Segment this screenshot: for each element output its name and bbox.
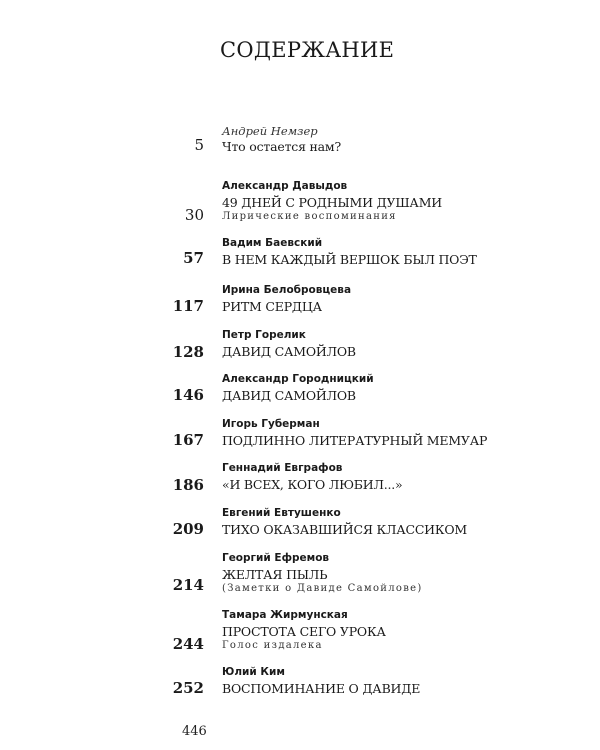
entry-title: В НЕМ КАЖДЫЙ ВЕРШОК БЫЛ ПОЭТ bbox=[222, 252, 477, 267]
entry-author: Петр Горелик bbox=[222, 329, 306, 341]
entry-page-number: 167 bbox=[172, 431, 204, 449]
entry-page-number: 30 bbox=[184, 206, 204, 224]
entry-title: РИТМ СЕРДЦА bbox=[222, 299, 322, 314]
entry-author: Александр Городницкий bbox=[222, 373, 374, 385]
entry-subtitle: (Заметки о Давиде Самойлове) bbox=[222, 583, 423, 594]
entry-title: ТИХО ОКАЗАВШИЙСЯ КЛАССИКОМ bbox=[222, 522, 468, 537]
entry-title: ПОДЛИННО ЛИТЕРАТУРНЫЙ МЕМУАР bbox=[222, 433, 488, 448]
entry-author: Юлий Ким bbox=[222, 666, 285, 678]
entry-page-number: 209 bbox=[172, 520, 204, 538]
entry-page-number: 244 bbox=[172, 635, 204, 653]
entry-author: Вадим Баевский bbox=[222, 237, 323, 249]
entry-page-number: 146 bbox=[172, 386, 204, 404]
entry-page-number: 57 bbox=[183, 249, 204, 267]
entry-title: ДАВИД САМОЙЛОВ bbox=[222, 388, 356, 403]
entry-title: ЖЕЛТАЯ ПЫЛЬ bbox=[222, 567, 328, 582]
entry-author: Игорь Губерман bbox=[222, 418, 320, 430]
entry-page-number: 214 bbox=[172, 576, 204, 594]
entry-author: Евгений Евтушенко bbox=[222, 507, 341, 519]
page-title: СОДЕРЖАНИЕ bbox=[220, 38, 395, 62]
entry-title: Что остается нам? bbox=[222, 139, 341, 154]
entry-subtitle: Лирические воспоминания bbox=[222, 211, 397, 222]
entry-subtitle: Голос издалека bbox=[222, 640, 323, 651]
entry-page-number: 128 bbox=[172, 343, 204, 361]
entry-author: Ирина Белобровцева bbox=[222, 284, 352, 296]
entry-author: Александр Давыдов bbox=[222, 180, 348, 192]
entry-title: ВОСПОМИНАНИЕ О ДАВИДЕ bbox=[222, 681, 421, 696]
entry-author: Андрей Немзер bbox=[222, 124, 318, 138]
entry-page-number: 5 bbox=[194, 136, 204, 154]
entry-page-number: 186 bbox=[172, 476, 204, 494]
entry-author: Георгий Ефремов bbox=[222, 552, 330, 564]
entry-title: «И ВСЕХ, КОГО ЛЮБИЛ...» bbox=[222, 477, 403, 492]
entry-page-number: 117 bbox=[172, 297, 204, 315]
entry-author: Геннадий Евграфов bbox=[222, 462, 343, 474]
entry-title: ДАВИД САМОЙЛОВ bbox=[222, 344, 356, 359]
entry-page-number: 252 bbox=[172, 679, 204, 697]
entry-title: ПРОСТОТА СЕГО УРОКА bbox=[222, 624, 386, 639]
entry-author: Тамара Жирмунская bbox=[222, 609, 348, 621]
page-folio-number: 446 bbox=[182, 724, 207, 739]
entry-title: 49 ДНЕЙ С РОДНЫМИ ДУШАМИ bbox=[222, 195, 442, 210]
